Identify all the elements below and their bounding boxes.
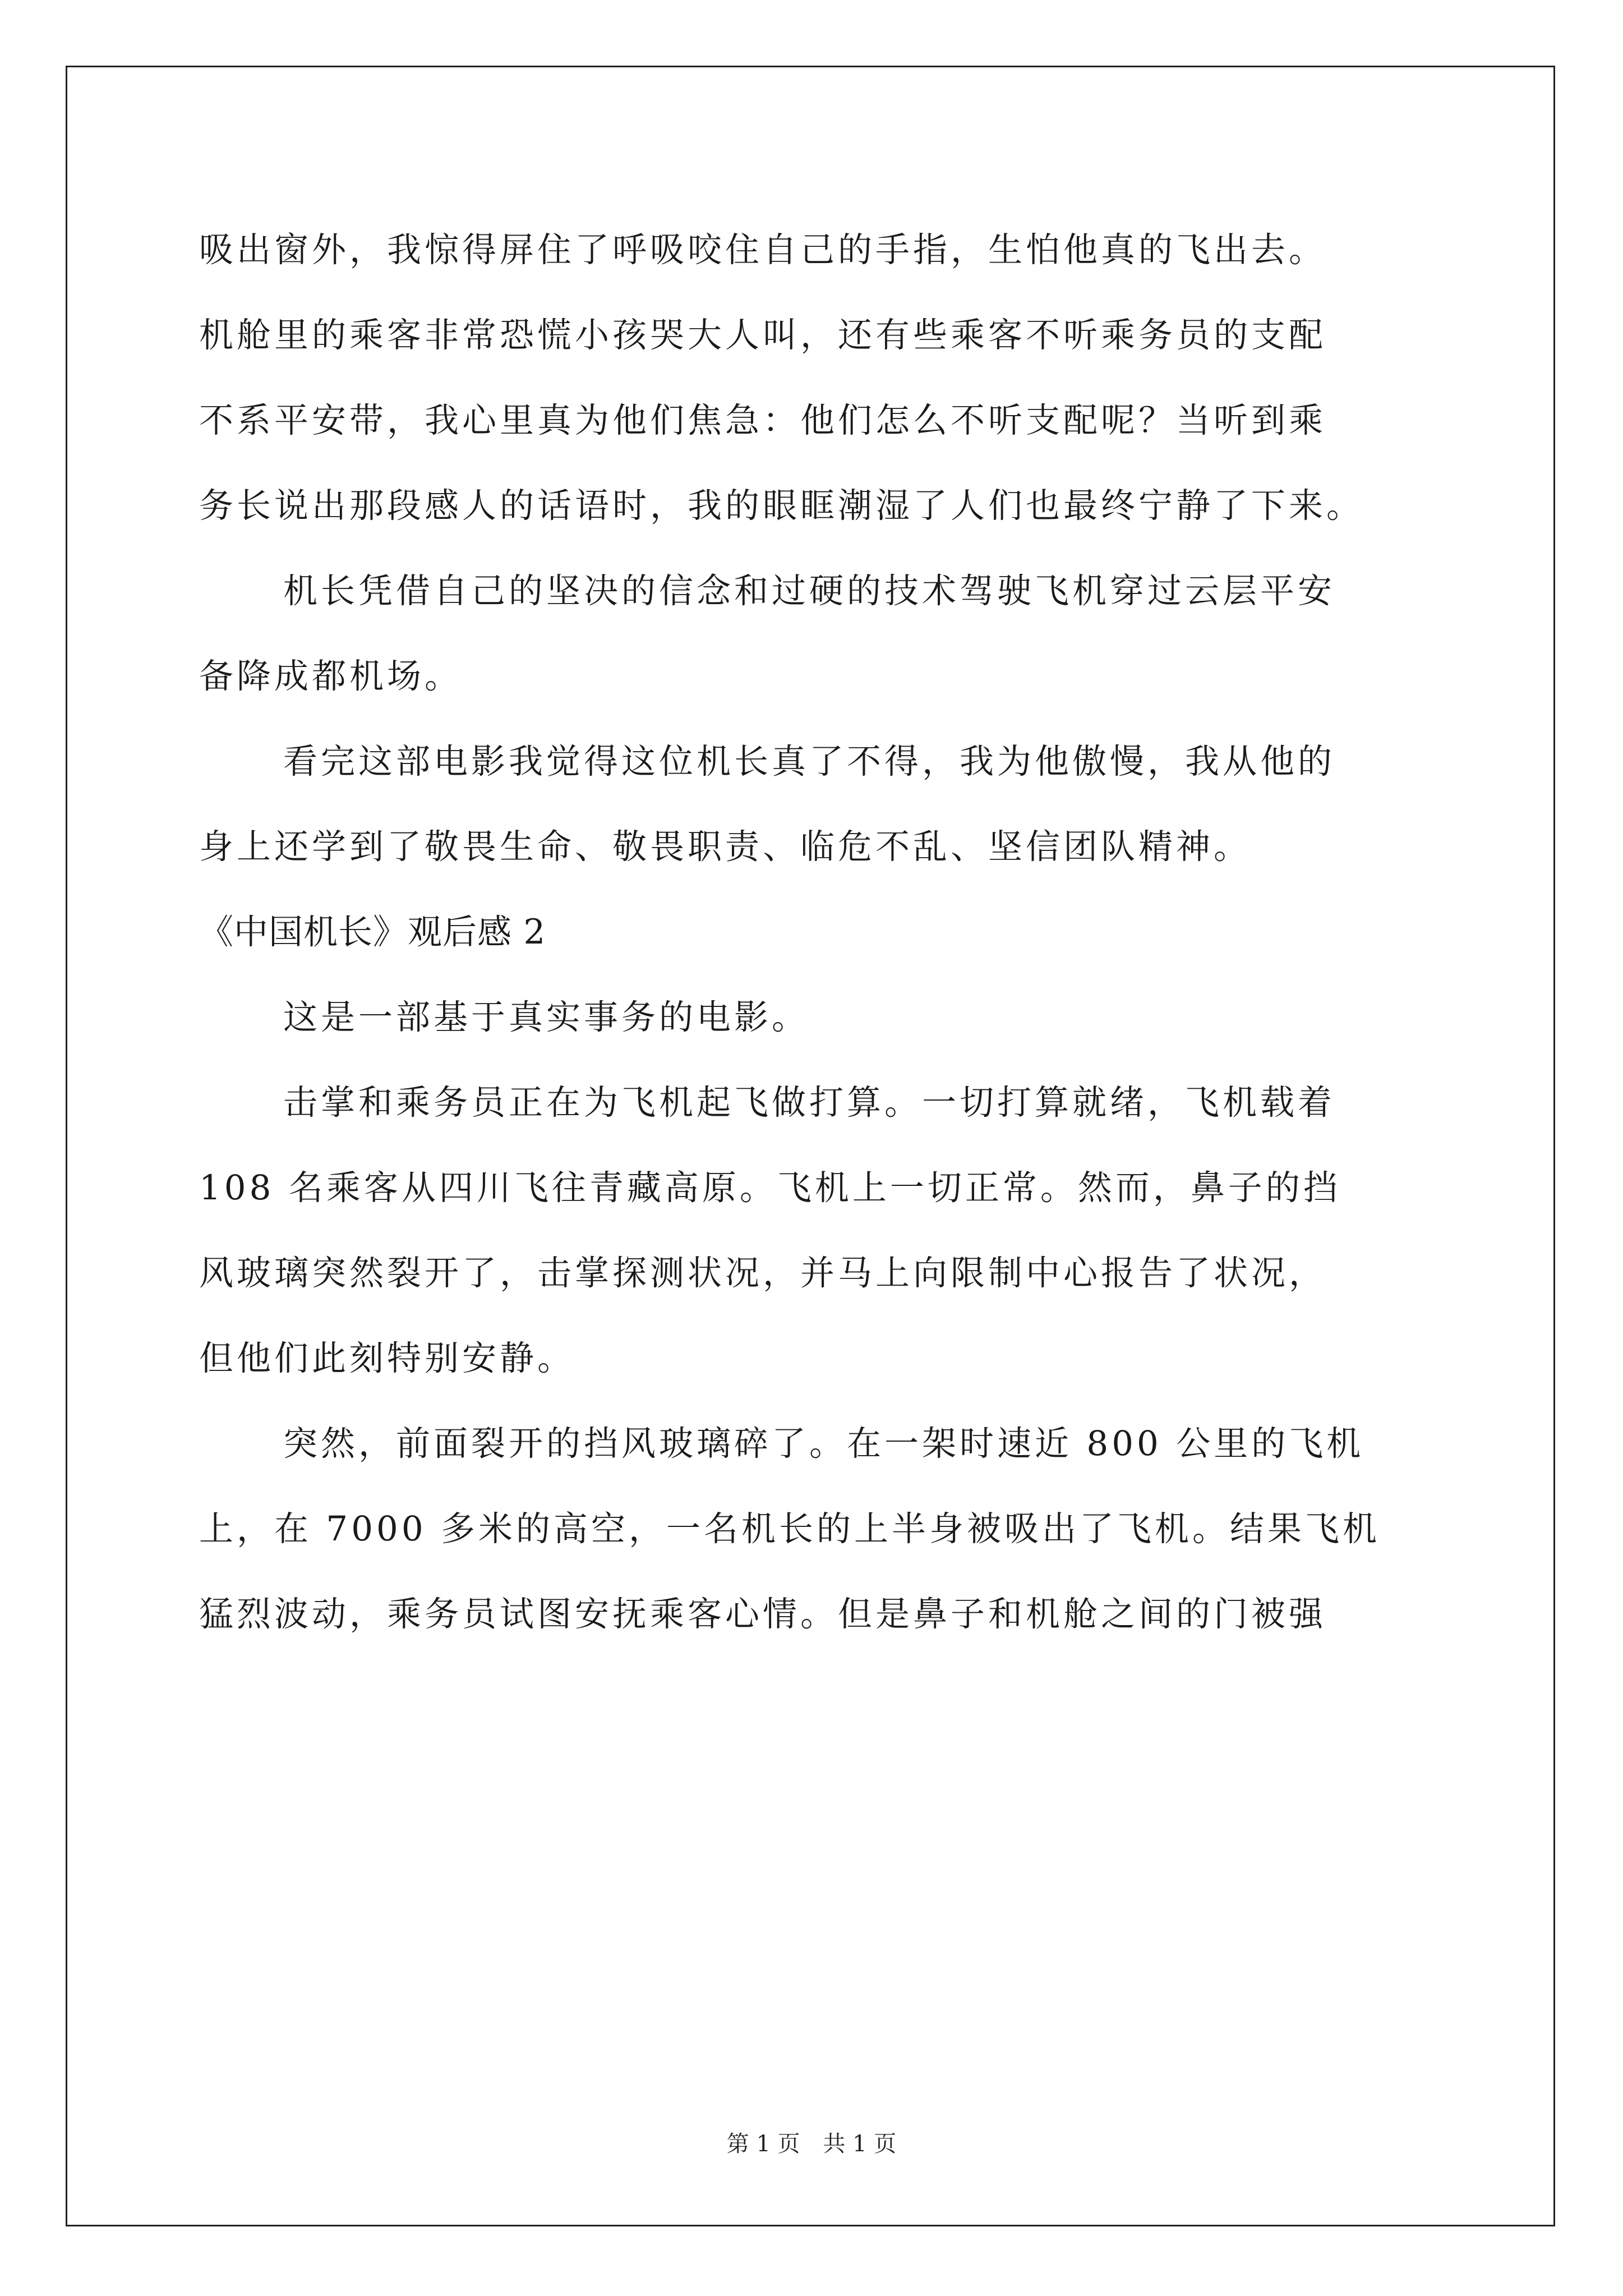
document-body [199,208,1422,1657]
paragraph-start-line: 这是一部基于真实事务的电影。 [283,997,810,1037]
text-line: 但他们此刻特别安静。 [199,1338,575,1378]
text-line: 风玻璃突然裂开了，击掌探测状况，并马上向限制中心报告了状况， [199,1253,1327,1293]
text-line: 上，在 7000 多米的高空，一名机长的上半身被吸出了飞机。结果飞机 [199,1509,1381,1549]
paragraph-start-line: 看完这部电影我觉得这位机长真了不得，我为他傲慢，我从他的 [283,742,1336,781]
page-footer [0,2126,1623,2158]
text-line: 不系平安带，我心里真为他们焦急：他们怎么不听支配呢？当听到乘 [199,401,1327,440]
text-line: 108 名乘客从四川飞往青藏高原。飞机上一切正常。然而，鼻子的挡 [199,1168,1341,1208]
text-line: 备降成都机场。 [199,656,463,696]
paragraph-start-line: 突然，前面裂开的挡风玻璃碎了。在一架时速近 800 公里的飞机 [283,1424,1364,1464]
paragraph-start-line: 机长凭借自己的坚决的信念和过硬的技术驾驶飞机穿过云层平安 [283,571,1336,611]
section-title: 《中国机长》观后感 2 [199,912,546,952]
page-number: 第 1 页 [726,2131,800,2157]
page-total: 共 1 页 [823,2131,897,2157]
paragraph-start-line: 击掌和乘务员正在为飞机起飞做打算。一切打算就绪，飞机载着 [283,1083,1336,1122]
text-line: 猛烈波动，乘务员试图安抚乘客心情。但是鼻子和机舱之间的门被强 [199,1594,1327,1634]
text-line: 吸出窗外，我惊得屏住了呼吸咬住自己的手指，生怕他真的飞出去。 [199,230,1327,270]
text-line: 身上还学到了敬畏生命、敬畏职责、临危不乱、坚信团队精神。 [199,827,1252,867]
text-line: 机舱里的乘客非常恐慌小孩哭大人叫，还有些乘客不听乘务员的支配 [199,315,1327,355]
text-line: 务长说出那段感人的话语时，我的眼眶潮湿了人们也最终宁静了下来。 [199,486,1364,526]
